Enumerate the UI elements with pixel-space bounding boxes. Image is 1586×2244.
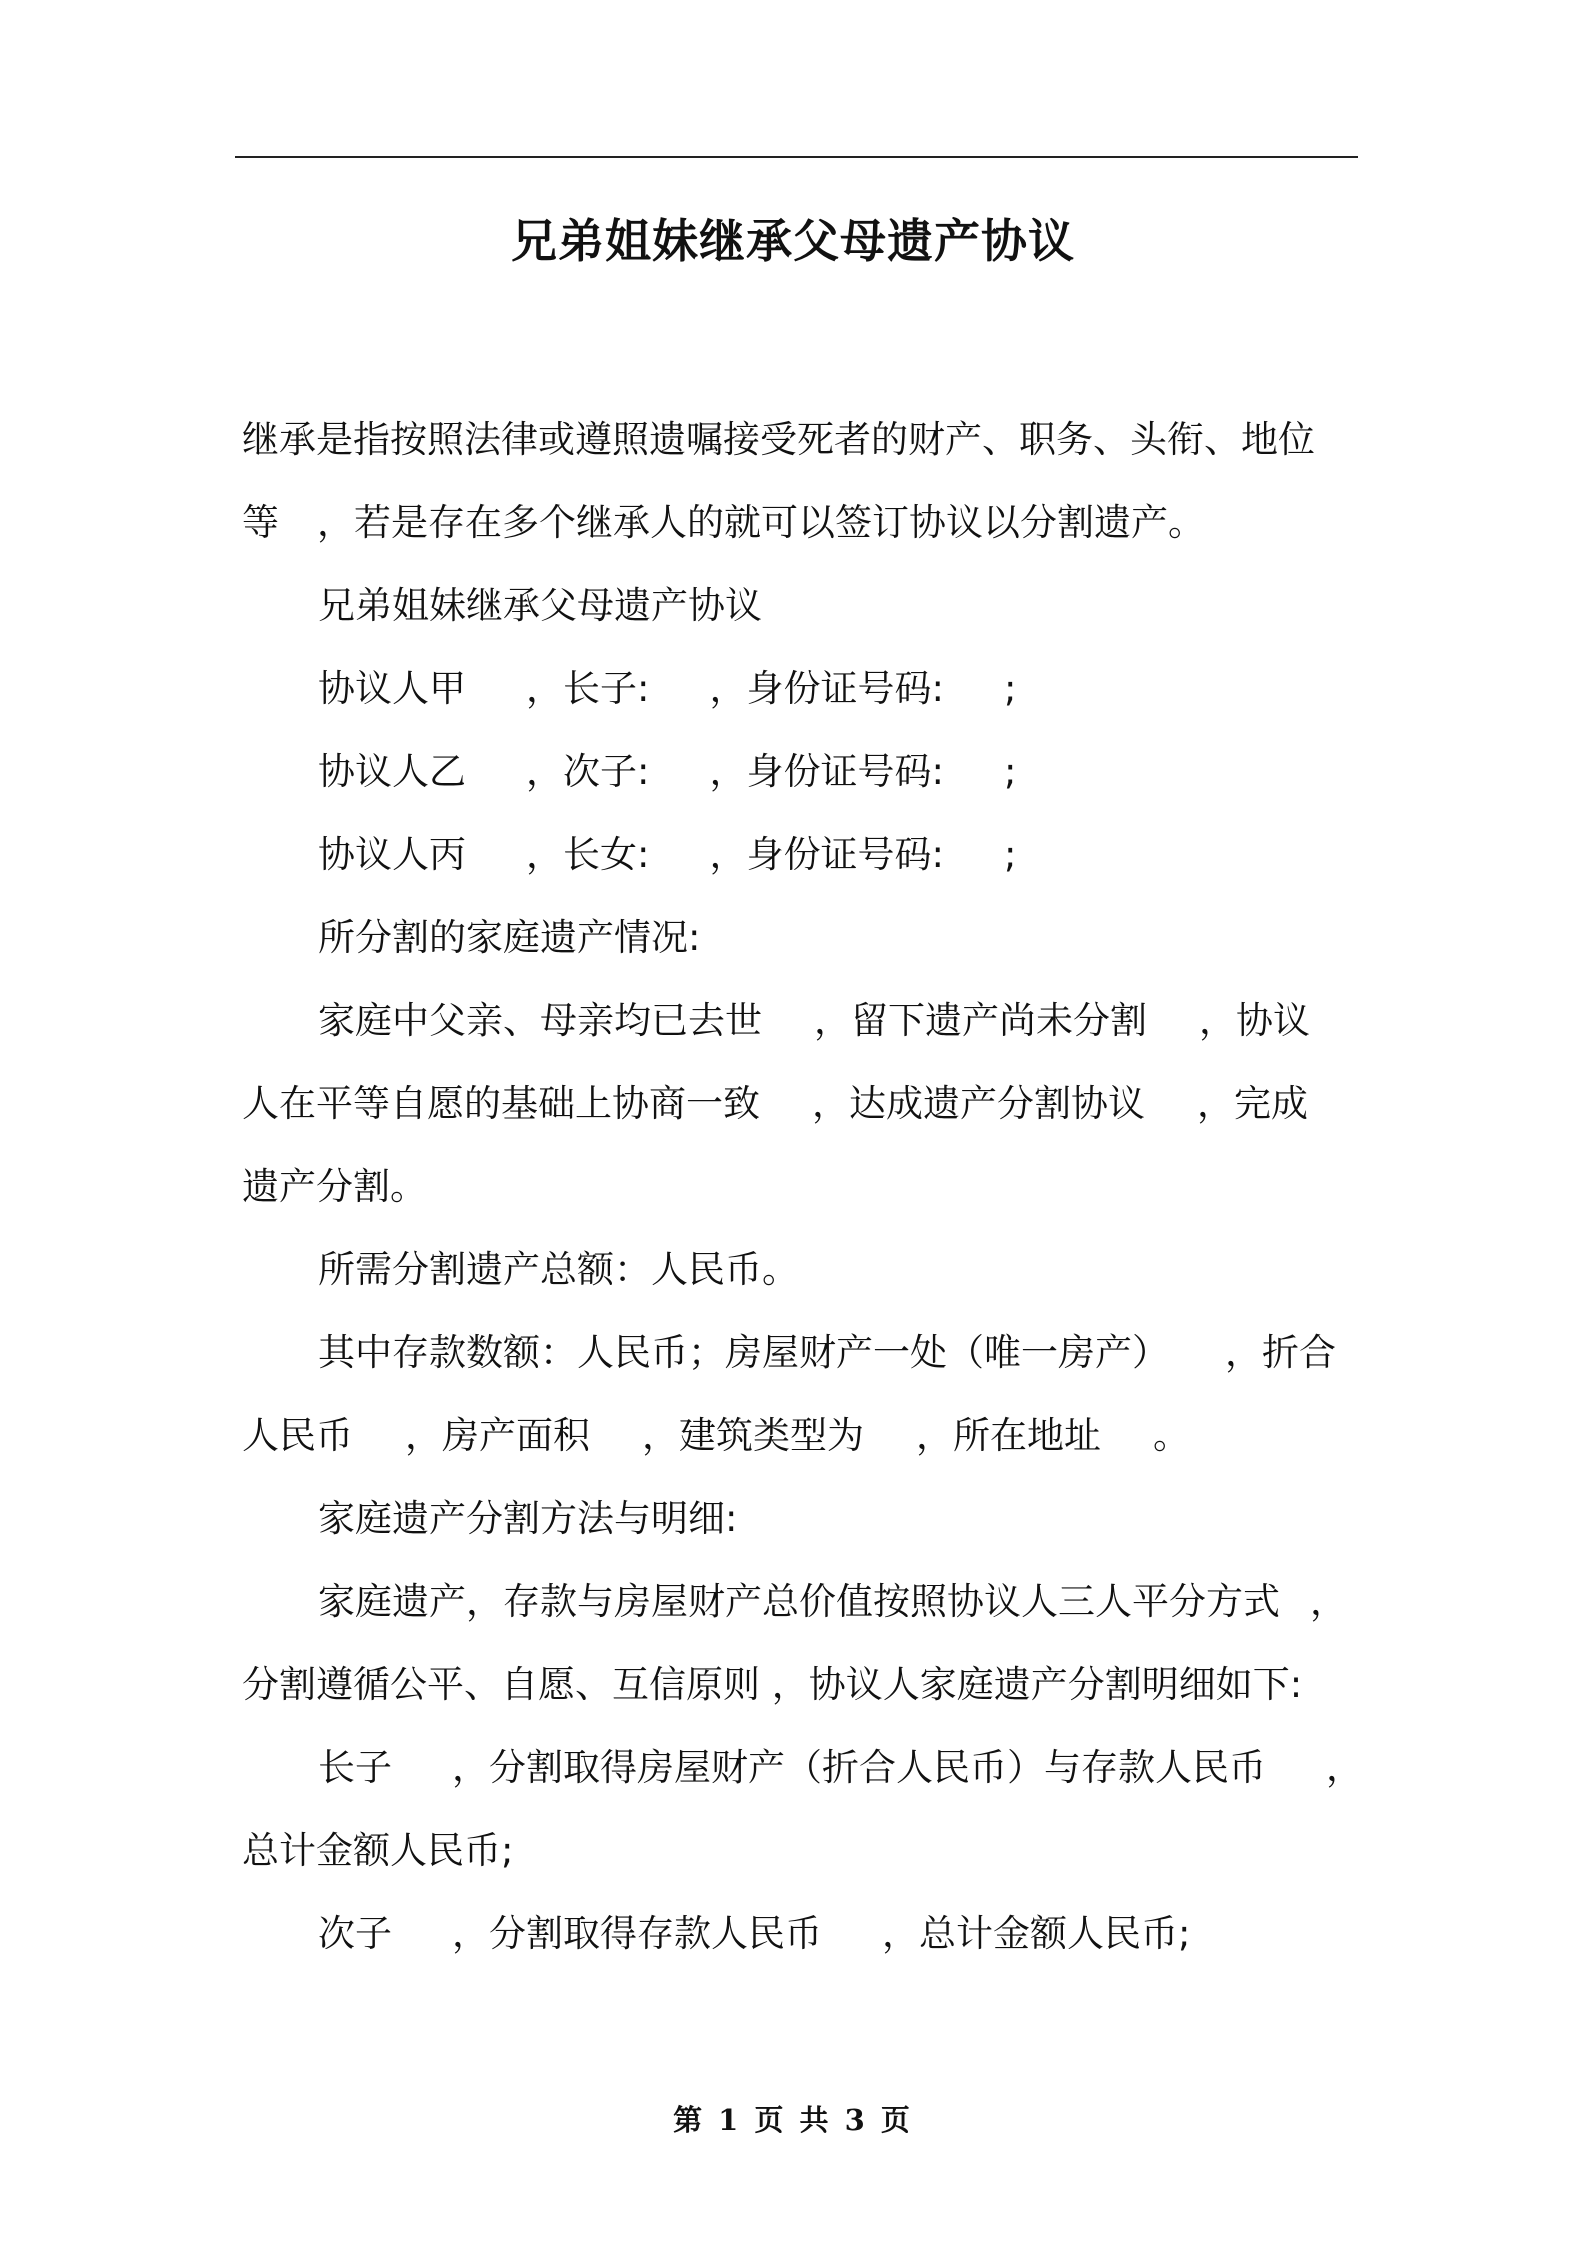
estate-line-3: 遗产分割。 <box>242 1165 427 1208</box>
estate-text: 家庭中父亲、母亲均已去世 <box>318 999 762 1042</box>
party-role: ，次子: <box>526 750 650 793</box>
estate-text: 人在平等自愿的基础上协商一致 <box>242 1082 760 1125</box>
document-title: 兄弟姐妹继承父母遗产协议 <box>511 214 1075 268</box>
second-son-line <box>242 1892 1357 1975</box>
eldest-son-line-2: 总计金额人民币; <box>242 1829 514 1872</box>
party-end: ; <box>1003 667 1017 710</box>
eldest-son-text: ，分割取得房屋财产（折合人民币）与存款人民币 <box>452 1746 1266 1789</box>
party-role: ，长子: <box>526 667 650 710</box>
party-end: ; <box>1003 750 1017 793</box>
estate-text: ，留下遗产尚未分割 <box>814 999 1147 1042</box>
deposit-text: 人民币 <box>242 1414 353 1457</box>
header-rule <box>235 156 1358 158</box>
method-line-2: 分割遵循公平、自愿、互信原则 ，协议人家庭遗产分割明细如下: <box>242 1663 1303 1706</box>
deposit-text: ，建筑类型为 <box>642 1414 864 1457</box>
party-name: 协议人丙 <box>318 833 466 876</box>
intro-line-2-rest: ，若是存在多个继承人的就可以签订协议以分割遗产。 <box>317 501 1205 544</box>
party-id-label: ，身份证号码: <box>709 667 944 710</box>
eldest-son-line-1 <box>242 1726 1363 1809</box>
intro-line-2-start: 等 <box>242 501 279 544</box>
party-line-c <box>242 813 1357 896</box>
party-end: ; <box>1003 833 1017 876</box>
total-line: 所需分割遗产总额：人民币。 <box>318 1248 799 1291</box>
party-line-a <box>242 647 1357 730</box>
party-name: 协议人乙 <box>318 750 466 793</box>
estate-text: ，协议 <box>1199 999 1310 1042</box>
estate-heading: 所分割的家庭遗产情况: <box>318 916 701 959</box>
party-name: 协议人甲 <box>318 667 466 710</box>
party-role: ，长女: <box>526 833 650 876</box>
party-id-label: ，身份证号码: <box>709 833 944 876</box>
intro-line-2 <box>242 481 1357 564</box>
subtitle: 兄弟姐妹继承父母遗产协议 <box>318 584 762 627</box>
deposit-text: 其中存款数额：人民币；房屋财产一处（唯一房产） <box>318 1331 1169 1374</box>
second-son-text: ，分割取得存款人民币 <box>452 1912 822 1955</box>
method-text: ， <box>1310 1580 1347 1623</box>
eldest-son-text: ， <box>1326 1746 1363 1789</box>
deposit-text: ，折合 <box>1225 1331 1336 1374</box>
page-number: 第 1 页 共 3 页 <box>673 2103 913 2137</box>
second-son-text: ，总计金额人民币; <box>882 1912 1191 1955</box>
party-id-label: ，身份证号码: <box>709 750 944 793</box>
estate-line-1 <box>242 979 1357 1062</box>
method-heading: 家庭遗产分割方法与明细: <box>318 1497 738 1540</box>
estate-line-2 <box>242 1062 1357 1145</box>
estate-text: ，完成 <box>1197 1082 1308 1125</box>
document-body <box>242 398 1363 1975</box>
intro-line-1: 继承是指按照法律或遵照遗嘱接受死者的财产、职务、头衔、地位 <box>242 418 1315 461</box>
deposit-line-1 <box>242 1311 1357 1394</box>
deposit-text: ，所在地址 <box>916 1414 1101 1457</box>
second-son-label: 次子 <box>318 1912 392 1955</box>
method-line-1 <box>242 1560 1357 1643</box>
deposit-text: ，房产面积 <box>405 1414 590 1457</box>
deposit-line-2 <box>242 1394 1357 1477</box>
estate-text: ，达成遗产分割协议 <box>812 1082 1145 1125</box>
deposit-text: 。 <box>1153 1414 1190 1457</box>
party-line-b <box>242 730 1357 813</box>
method-text: 家庭遗产，存款与房屋财产总价值按照协议人三人平分方式 <box>318 1580 1280 1623</box>
eldest-son-label: 长子 <box>318 1746 392 1789</box>
